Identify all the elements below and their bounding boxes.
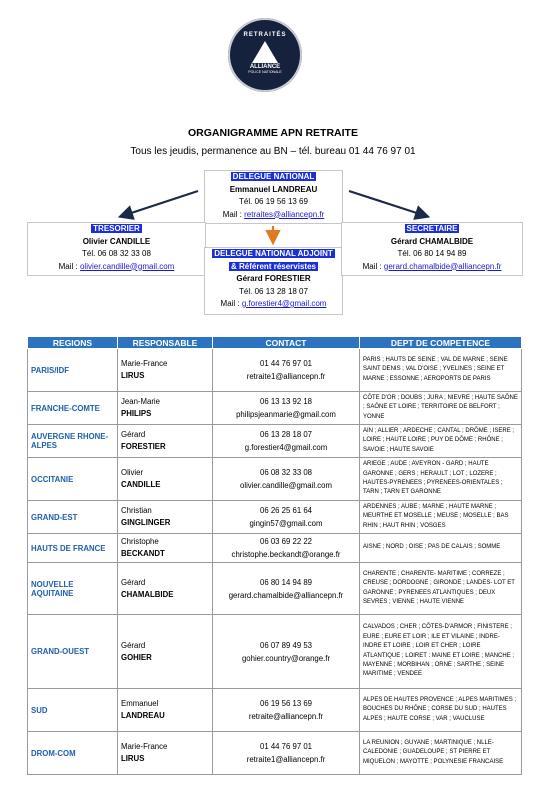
contact-cell — [213, 563, 360, 615]
dept-cell: LA REUNION ; GUYANE ; MARTINIQUE ; NLLE-CALEDONIE ; GUADELOUPE ; ST PIERRE ET MIQUELON ; MAYOTTE ; POLYNESIE FRANCAISE — [360, 732, 522, 775]
contact-email[interactable]: g.forestier4@gmail.com — [244, 443, 328, 452]
responsable-cell — [118, 392, 213, 425]
logo-sub: POLICE NATIONALE — [248, 70, 282, 74]
tresorier-role: TRESORIER — [93, 224, 140, 233]
dept-cell: CHARENTE ; CHARENTE- MARITIME ; CORREZE ; CREUSE ; DORDOGNE ; GIRONDE ; LANDES- LOT ET GARONNE ; PYRENEES ATLANTIQUES ; DEUX SEVRES ; VIENNE ; HAUTE VIENNE — [360, 563, 522, 615]
responsable-first: Christophe — [121, 537, 159, 546]
secretaire-name: Gérard CHAMALBIDE — [390, 236, 474, 246]
logo-name: ALLIANCE — [249, 64, 281, 70]
dept-cell: ALPES DE HAUTES PROVENCE ; ALPES MARITIMES ; BOUCHES DU RHÔNE ; CORSE DU SUD ; HAUTES ALPES ; HAUTE CORSE ; VAR ; VAUCLUSE — [360, 689, 522, 732]
adjoint-role-1: DELEGUE NATIONAL ADJOINT — [214, 249, 333, 258]
table-row — [28, 425, 522, 458]
responsable-cell — [118, 732, 213, 775]
tresorier-mail-label: Mail : — [58, 261, 80, 271]
national-tel: Tél. 06 19 56 13 69 — [239, 197, 308, 206]
dept-cell: AISNE ; NORD ; OISE ; PAS DE CALAIS ; SOMME — [360, 534, 522, 563]
dept-cell: ARIEGE ; AUDE ; AVEYRON - GARD ; HAUTE GARONNE ; GERS ; HERAULT ; LOT ; LOZERE ; HAUTES-PYRENEES ; PYRENEES-ORIENTALES ; TARN ; TARN ET GARONNE — [360, 458, 522, 501]
table-row — [28, 732, 522, 775]
national-mail-link[interactable]: retraites@alliancepn.fr — [244, 209, 325, 219]
contact-phone: 06 26 25 61 64 — [259, 506, 313, 515]
secretaire-tel: Tél. 06 80 14 94 89 — [397, 249, 467, 258]
dept-cell: PARIS ; HAUTS DE SEINE ; VAL DE MARNE ; SEINE SAINT DENIS ; VAL D'OISE ; YVELINES ; SEINE ET MARNE ; ESSONNE ; AEROPORTS DE PARIS — [360, 349, 522, 392]
contact-email[interactable]: retraite1@alliancepn.fr — [246, 755, 326, 764]
table-row — [28, 458, 522, 501]
tresorier-tel: Tél. 06 08 32 33 08 — [82, 249, 151, 258]
header-regions: REGIONS — [28, 337, 118, 349]
contact-cell — [213, 615, 360, 689]
contact-cell — [213, 501, 360, 534]
contact-cell — [213, 458, 360, 501]
table-row — [28, 615, 522, 689]
logo-a-icon — [252, 41, 278, 63]
responsable-first: Gérard — [121, 430, 146, 439]
contact-email[interactable]: olivier.candille@gmail.com — [240, 481, 332, 490]
table-row — [28, 349, 522, 392]
region-cell: OCCITANIE — [28, 458, 118, 501]
responsable-cell — [118, 563, 213, 615]
secretaire-role: SECRETAIRE — [406, 224, 458, 233]
contact-cell — [213, 425, 360, 458]
regions-table — [27, 336, 522, 775]
header-dept: DEPT DE COMPETENCE — [360, 337, 522, 349]
responsable-cell — [118, 534, 213, 563]
national-name: Emmanuel LANDREAU — [229, 184, 318, 194]
responsable-cell — [118, 689, 213, 732]
responsable-last: BECKANDT — [121, 549, 165, 558]
responsable-first: Olivier — [121, 468, 144, 477]
responsable-first: Marie-France — [121, 742, 168, 751]
responsable-last: FORESTIER — [121, 442, 166, 451]
contact-cell — [213, 349, 360, 392]
contact-cell — [213, 534, 360, 563]
responsable-last: PHILIPS — [121, 409, 152, 418]
adjoint-role-2: & Référent réservistes — [231, 261, 316, 271]
table-row — [28, 563, 522, 615]
responsable-last: CHAMALBIDE — [121, 589, 174, 599]
contact-phone: 06 13 13 92 18 — [259, 397, 313, 406]
contact-phone: 06 19 56 13 69 — [259, 699, 313, 708]
contact-email[interactable]: gingin57@gmail.com — [249, 519, 323, 528]
contact-cell — [213, 392, 360, 425]
dept-cell: ARDENNES ; AUBE ; MARNE ; HAUTE MARNE ; MEURTHE ET MOSELLE ; MEUSE ; MOSELLE ; BAS RHIN ; HAUT RHIN ; VOSGES — [360, 501, 522, 534]
region-cell: DROM-COM — [28, 732, 118, 775]
region-cell: SUD — [28, 689, 118, 732]
table-row — [28, 501, 522, 534]
responsable-first: Gérard — [121, 640, 146, 650]
dept-cell: CALVADOS ; CHER ; CÔTES-D'ARMOR ; FINISTERE ; EURE ; EURE ET LOIR ; ILE ET VILAINE ; INDRE- INDRE ET LOIRE ; LOIR ET CHER ; LOIRE ATLANTIQUE ; LOIRET : MAINE ET LOIRE ; MANCHE ; MAYENNE ; MORBIHAN ; ORNE ; SARTHE ; SEINE MARITIME ; VENDEE — [360, 615, 522, 689]
responsable-cell — [118, 458, 213, 501]
dept-cell: CÔTE D'OR ; DOUBS ; JURA ; NIEVRE ; HAUTE SAÔNE ; SAÔNE ET LOIRE ; TERRITOIRE DE BELFORT ; YONNE — [360, 392, 522, 425]
responsable-first: Emmanuel — [121, 699, 159, 708]
national-mail-label: Mail : — [222, 209, 245, 219]
contact-email[interactable]: gerard.chamalbide@alliancepn.fr — [228, 590, 344, 600]
dept-cell: AIN ; ALLIER ; ARDECHE ; CANTAL ; DRÔME ; ISERE ; LOIRE ; HAUTE LOIRE ; PUY DE DÔME ; RHÔNE ; SAVOIE ; HAUTE SAVOIE — [360, 425, 522, 458]
contact-email[interactable]: christophe.beckandt@orange.fr — [231, 550, 341, 559]
table-row — [28, 689, 522, 732]
contact-phone: 06 80 14 94 89 — [259, 577, 313, 587]
arrow-to-secretaire — [349, 191, 426, 216]
contact-cell — [213, 689, 360, 732]
adjoint-name: Gérard FORESTIER — [236, 274, 311, 283]
table-row — [28, 392, 522, 425]
responsable-cell — [118, 425, 213, 458]
header-contact: CONTACT — [213, 337, 360, 349]
region-cell: PARIS/IDF — [28, 349, 118, 392]
contact-phone: 06 03 69 22 22 — [259, 537, 313, 546]
table-header-row — [28, 337, 522, 349]
contact-phone: 06 13 28 18 07 — [259, 430, 313, 439]
secretaire-mail-link[interactable]: gerard.chamalbide@alliancepn.fr — [383, 261, 502, 271]
table-row — [28, 534, 522, 563]
page-subtitle: Tous les jeudis, permanence au BN – tél. bureau 01 44 76 97 01 — [130, 146, 416, 157]
logo-top-text: RETRAITÉS — [243, 32, 287, 38]
tresorier-mail-link[interactable]: olivier.candille@gmail.com — [79, 261, 175, 271]
region-cell: GRAND-OUEST — [28, 615, 118, 689]
responsable-cell — [118, 501, 213, 534]
contact-email[interactable]: retraite1@alliancepn.fr — [246, 372, 326, 381]
contact-phone: 06 07 89 49 53 — [259, 640, 313, 650]
contact-email[interactable]: gohier.country@orange.fr — [241, 653, 331, 663]
responsable-last: GINGLINGER — [121, 518, 171, 527]
region-cell: GRAND-EST — [28, 501, 118, 534]
responsable-last: LIRUS — [121, 754, 145, 763]
secretaire-mail-label: Mail : — [362, 261, 384, 271]
responsable-first: Marie-France — [121, 359, 168, 368]
adjoint-mail-link[interactable]: g.forestier4@gmail.com — [241, 299, 327, 308]
responsable-last: GOHIER — [121, 652, 152, 662]
responsable-first: Jean-Marie — [121, 397, 160, 406]
responsable-cell — [118, 615, 213, 689]
contact-phone: 06 08 32 33 08 — [259, 468, 313, 477]
page-title: ORGANIGRAMME APN RETRAITE — [188, 127, 358, 139]
contact-phone: 01 44 76 97 01 — [259, 359, 313, 368]
responsable-last: LIRUS — [121, 371, 145, 380]
arrow-to-tresorier — [122, 191, 198, 216]
contact-email[interactable]: retraite@alliancepn.fr — [248, 712, 324, 721]
adjoint-mail-label: Mail : — [220, 299, 242, 308]
responsable-first: Christian — [121, 506, 152, 515]
responsable-cell — [118, 349, 213, 392]
alliance-logo — [228, 18, 302, 92]
adjoint-tel: Tél. 06 13 28 18 07 — [239, 286, 308, 296]
region-cell: AUVERGNE RHONE-ALPES — [28, 425, 118, 458]
contact-phone: 01 44 76 97 01 — [259, 742, 313, 751]
tresorier-name: Olivier CANDILLE — [82, 236, 151, 246]
national-role: DELEGUE NATIONAL — [232, 172, 315, 181]
region-cell: FRANCHE-COMTE — [28, 392, 118, 425]
region-cell: HAUTS DE FRANCE — [28, 534, 118, 563]
header-responsable: RESPONSABLE — [118, 337, 213, 349]
region-cell: NOUVELLE AQUITAINE — [28, 563, 118, 615]
contact-email[interactable]: philipsjeanmarie@gmail.com — [236, 410, 336, 419]
contact-cell — [213, 732, 360, 775]
responsable-first: Gérard — [121, 577, 146, 587]
responsable-last: CANDILLE — [121, 480, 161, 489]
responsable-last: LANDREAU — [121, 711, 165, 720]
